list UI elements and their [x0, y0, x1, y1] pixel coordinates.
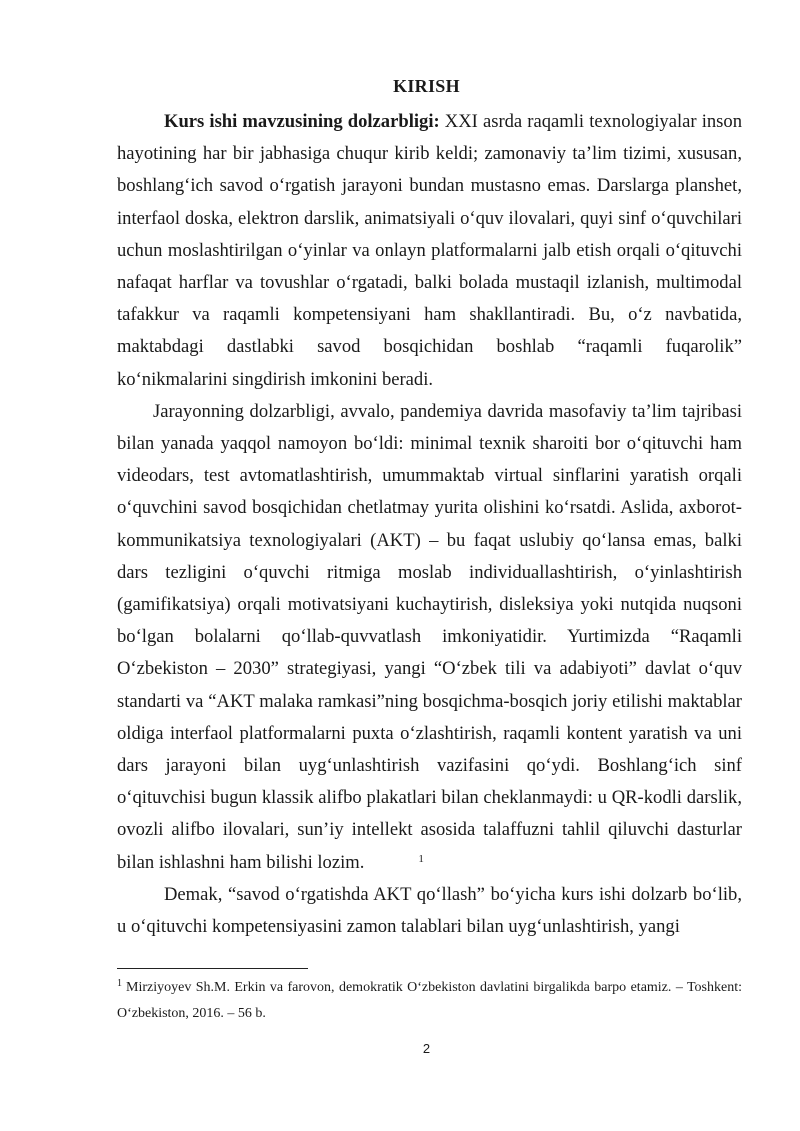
paragraph-relevance: [117, 106, 742, 396]
paragraph-conclusion: [117, 879, 742, 943]
footnote-reference[interactable]: 1: [418, 852, 424, 865]
paragraph-context: [117, 396, 742, 879]
section-heading: KIRISH: [393, 76, 460, 96]
paragraph-text: Jarayonning dolzarbligi, avvalo, pandemiya davrida masofaviy ta’lim tajribasi bilan yanada yaqqol namoyon bo‘ldi: minimal texnik sharoiti bor o‘qituvchi ham videodars, test avtomatlashtirish, umummaktab virtual sinflarini yaratish orqali o‘quvchini savod bosqichidan chetlatmay yurita olishini ko‘rsatdi. Aslida, axborot-kommunikatsiya texnologiyalari (AKT) – bu faqat uslubiy qo‘lansa emas, balki dars tezligini o‘quvchi ritmiga moslab individuallashtirish, o‘yinlashtirish (gamifikatsiya) orqali motivatsiyani kuchaytirish, disleksiya yoki nutqida nuqsoni bo‘lgan bolalarni qo‘llab-quvvatlash imkoniyatidir. Yurtimizda “Raqamli O‘zbekiston – 2030” strategiyasi, yangi “O‘zbek tili va adabiyoti” davlat o‘quv standarti va “AKT malaka ramkasi”ning bosqichma-bosqich joriy etilishi maktablar oldiga interfaol platformalarni puxta o‘zlashtirish, raqamli kontent yaratish va uni dars jarayoni bilan uyg‘unlashtirish vazifasini qo‘ydi. Boshlang‘ich sinf o‘qituvchisi bugun klassik alifbo plakatlari bilan cheklanmaydi: u QR-kodli darslik, ovozli alifbo ilovalari, sun’iy intellekt asosida talaffuzni tahlil qiluvchi dasturlar bilan ishlashni ham bilishi lozim.: [117, 400, 742, 873]
footnote-text: Mirziyoyev Sh.M. Erkin va farovon, demokratik O‘zbekiston davlatini birgalikda barpo etamiz. – Toshkent: O‘zbekiston, 2016. – 56 b.: [117, 980, 742, 1021]
footnote-divider: [117, 968, 308, 969]
paragraph-text: XXI asrda raqamli texnologiyalar inson hayotining har bir jabhasiga chuqur kirib keldi; zamonaviy ta’lim tizimi, xususan, boshlang‘ich savod o‘rgatish jarayoni bundan mustasno emas. Darslarga planshet, interfaol doska, elektron darslik, animatsiyali o‘quv ilovalari, quyi sinf o‘quvchilari uchun moslashtirilgan o‘yinlar va onlayn platformalarni jalb etish orqali o‘qituvchi nafaqat harflar va tovushlar o‘rgatadi, balki bolada mustaqil izlanish, multimodal tafakkur va raqamli kompetensiyani ham shakllantiradi. Bu, o‘z navbatida, maktabdagi dastlabki savod bosqichidan boshlab “raqamli fuqarolik” ko‘nikmalarini singdirish imkonini beradi.: [117, 111, 742, 390]
body-text: [117, 106, 742, 943]
footnote-number: 1: [117, 978, 122, 989]
paragraph-text: Demak, “savod o‘rgatishda AKT qo‘llash” bo‘yicha kurs ishi dolzarb bo‘lib, u o‘qituvchi kompetensiyasini zamon talablari bilan uyg‘unlashtirish, yangi: [117, 883, 742, 938]
paragraph-lead: Kurs ishi mavzusining dolzarbligi:: [164, 111, 440, 132]
footnote: [117, 975, 742, 1027]
page-number: 2: [422, 1041, 431, 1056]
